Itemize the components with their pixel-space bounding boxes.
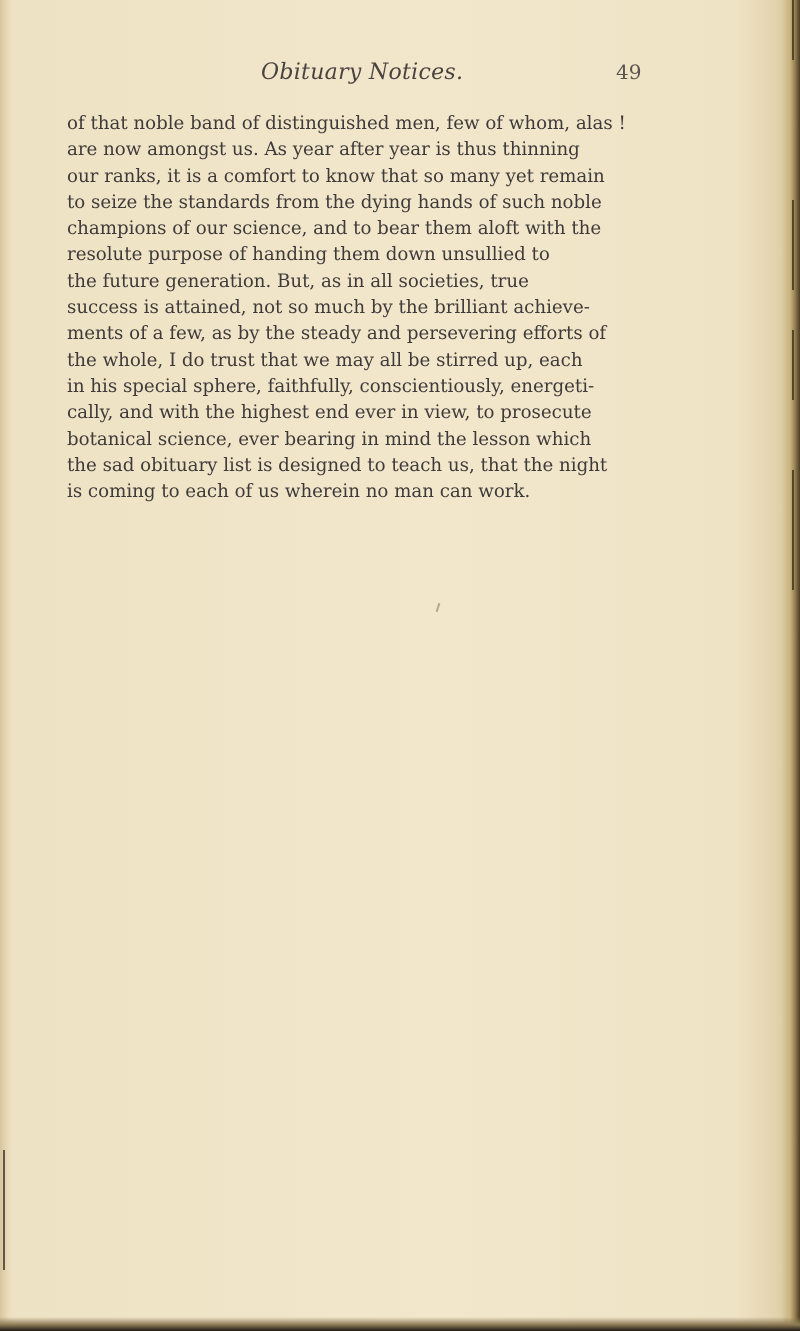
- text-line: are now amongst us. As year after year is thus thinning: [67, 139, 580, 161]
- running-header: [0, 60, 800, 100]
- text-line: ments of a few, as by the steady and persevering efforts of: [67, 323, 607, 345]
- page-right-edge-shadow: [782, 0, 800, 1331]
- body-paragraph: [67, 111, 707, 505]
- text-line: our ranks, it is a comfort to know that so many yet remain: [67, 165, 605, 187]
- text-line: of that noble band of distinguished men, few of whom, alas !: [67, 113, 626, 134]
- text-line: the whole, I do trust that we may all be stirred up, each: [67, 349, 583, 371]
- edge-mark: [792, 200, 794, 290]
- text-line: champions of our science, and to bear them aloft with the: [67, 218, 602, 240]
- edge-mark: [792, 330, 794, 400]
- text-line: cally, and with the highest end ever in view, to prosecute: [67, 402, 592, 424]
- edge-mark: [792, 0, 794, 60]
- stray-mark: [436, 603, 441, 612]
- text-line: botanical science, ever bearing in mind the lesson which: [67, 428, 592, 450]
- page-bottom-edge: [0, 1317, 800, 1331]
- page-left-edge-shadow: [0, 0, 12, 1331]
- text-line: the sad obituary list is designed to teach us, that the night: [67, 454, 608, 476]
- text-line: is coming to each of us wherein no man can work.: [67, 481, 531, 503]
- text-line: the future generation. But, as in all societies, true: [67, 270, 529, 292]
- text-line: in his special sphere, faithfully, conscientiously, energeti-: [67, 375, 595, 397]
- page-number: 49: [616, 60, 642, 84]
- text-line: resolute purpose of handing them down unsullied to: [67, 244, 550, 266]
- edge-mark: [792, 470, 794, 590]
- running-title: Obituary Notices.: [261, 60, 464, 85]
- text-line: success is attained, not so much by the brilliant achieve-: [67, 297, 590, 319]
- binding-mark: [3, 1150, 5, 1270]
- text-line: to seize the standards from the dying hands of such noble: [67, 191, 602, 213]
